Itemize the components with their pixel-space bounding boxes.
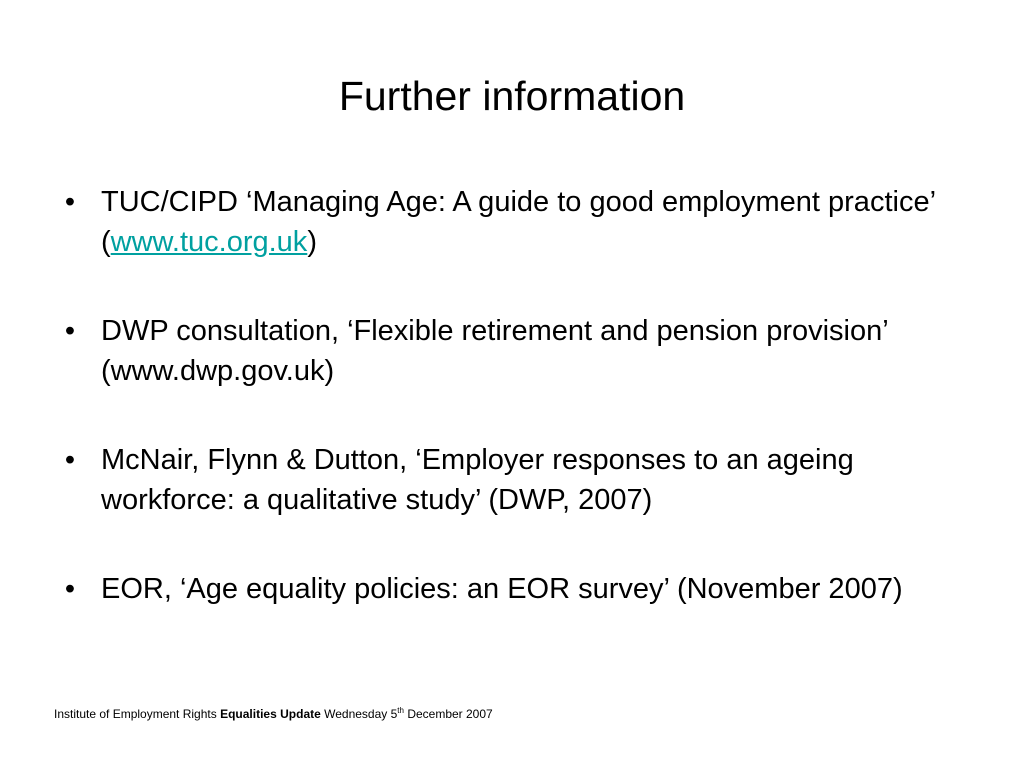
footer-month-year: December 2007: [407, 707, 493, 721]
bullet-item-dwp-consultation: [60, 311, 960, 391]
bullet-text-tail: ): [307, 226, 317, 258]
bullet-text: McNair, Flynn & Dutton, ‘Employer responses to an ageing workforce: a qualitative study’ (DWP, 2007): [101, 444, 854, 516]
bullet-item-mcnair-study: [60, 440, 960, 520]
bullet-icon: •: [64, 315, 76, 347]
slide-title: Further information: [338, 73, 686, 119]
bullet-icon: •: [64, 573, 76, 605]
bullet-item-eor-survey: [60, 569, 960, 609]
bullet-list: [60, 182, 960, 609]
bullet-text: EOR, ‘Age equality policies: an EOR survey’ (November 2007): [101, 573, 903, 605]
bullet-icon: •: [64, 444, 76, 476]
footer-event-name: Equalities Update: [220, 707, 321, 721]
bullet-text: TUC/CIPD ‘Managing Age: A guide to good employment practice’ (: [101, 186, 935, 258]
bullet-icon: •: [64, 186, 76, 218]
bullet-text: DWP consultation, ‘Flexible retirement and pension provision’ (www.dwp.gov.uk): [101, 315, 888, 387]
slide-footer: [54, 706, 493, 722]
footer-date: [324, 707, 493, 721]
footer-ordinal: th: [397, 706, 404, 715]
footer-day: Wednesday 5: [324, 707, 398, 721]
footer-organisation: Institute of Employment Rights: [54, 707, 217, 721]
bullet-item-tuc-cipd: [60, 182, 960, 262]
tuc-website-link[interactable]: www.tuc.org.uk: [110, 226, 308, 258]
